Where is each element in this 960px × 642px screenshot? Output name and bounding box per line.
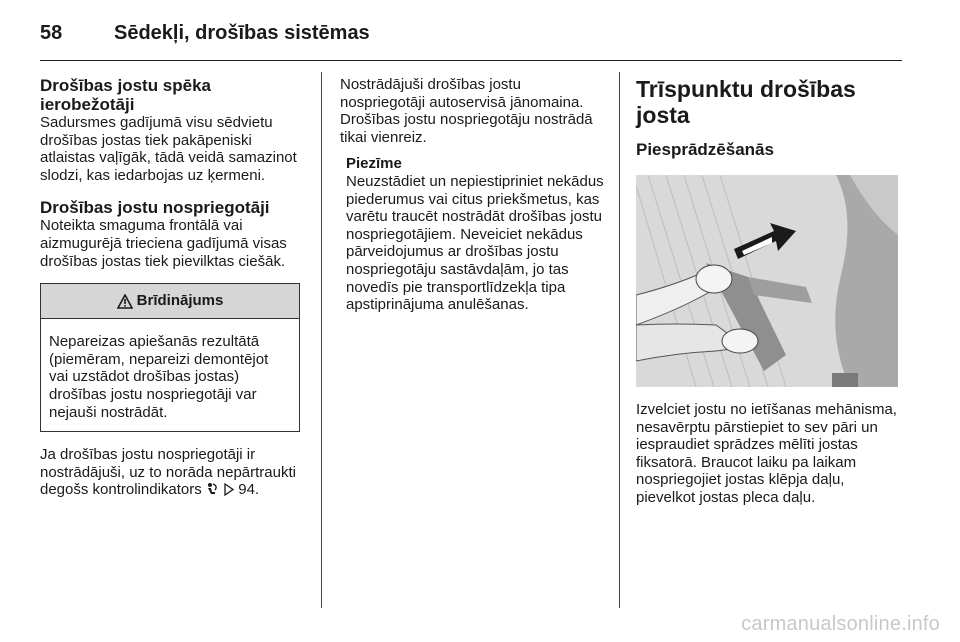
note-block [340, 155, 606, 313]
column-2 [340, 76, 606, 314]
warning-box [40, 283, 300, 432]
warning-body: Nepareizas apiešanās rezultātā (piemēram, nepareizi demontējot vai uzstādot drošības jostas) drošības jostu nospriegotāji var nejauši nostrādāt. [49, 333, 269, 421]
paragraph-pretensioners: Noteikta smaguma frontālā vai aizmugurējā trieciena gadījumā visas drošības jostas tiek pievilktas ciešāk. [40, 217, 287, 270]
note-title: Piezīme [346, 155, 402, 173]
airbag-indicator-icon [206, 482, 220, 496]
column-divider-2 [619, 72, 620, 608]
paragraph-fasten-instructions: Izvelciet jostu no ietīšanas mehānisma, nesavērptu pārstiepiet to sev pāri un iespraudiet sprādzes mēlīti jostas fiksatorā. Braucot laiku pa laikam nospriegojiet jostas klēpja daļu, pievelkot jostas pleca daļu. [636, 401, 897, 506]
seatbelt-illustration [636, 175, 898, 387]
warning-triangle-icon [117, 294, 133, 309]
page-header [40, 18, 900, 58]
column-3 [636, 76, 902, 507]
column-divider-1 [321, 72, 322, 608]
indicator-text: Ja drošības jostu nospriegotāji ir nostrādājuši, uz to norāda nepārtraukti degošs kontrolindikators [40, 446, 296, 499]
page-reference[interactable]: 94. [238, 481, 260, 499]
heading-belt-force-limiters: Drošības jostu spēka ierobežotāji [40, 76, 212, 114]
page-title: Sēdekļi, drošības sistēmas [114, 22, 370, 44]
note-body: Neuzstādiet un nepiestipriniet nekādus piederumus vai citus priekšmetus, kas varētu traucēt nostrādāt drošības jostu nospriegotājiem. Neveiciet nekādus pārveidojumus ar drošības jostu nospriegotāju sastāvdaļām, jo tas novedīs pie transportlīdzekļa tipa apstiprinājuma anulēšanas. [346, 172, 604, 314]
header-divider [40, 60, 902, 61]
watermark: carmanualsonline.info [741, 613, 940, 635]
warning-header [41, 284, 299, 319]
paragraph-force-limiters: Sadursmes gadījumā visu sēdvietu drošības jostas tiek pakāpeniski atlaistas vaļīgāk, tādā veidā samazinot slodzi, kas iedarbojas uz ķermeni. [40, 114, 297, 184]
column-1 [40, 76, 304, 499]
paragraph-replacement: Nostrādājuši drošības jostu nospriegotāji autoservisā jānomaina. Drošības jostu nospriegotāju nostrādā tikai vienreiz. [340, 76, 593, 146]
page-number: 58 [40, 22, 63, 44]
page-reference-arrow-icon [224, 483, 234, 496]
paragraph-indicator [40, 446, 304, 499]
warning-title: Brīdinājums [136, 292, 224, 310]
heading-belt-pretensioners: Drošības jostu nospriegotāji [40, 198, 270, 218]
subheading-fastening: Piesprādzēšanās [636, 140, 774, 159]
heading-three-point-belt: Trīspunktu drošības josta [636, 76, 856, 128]
